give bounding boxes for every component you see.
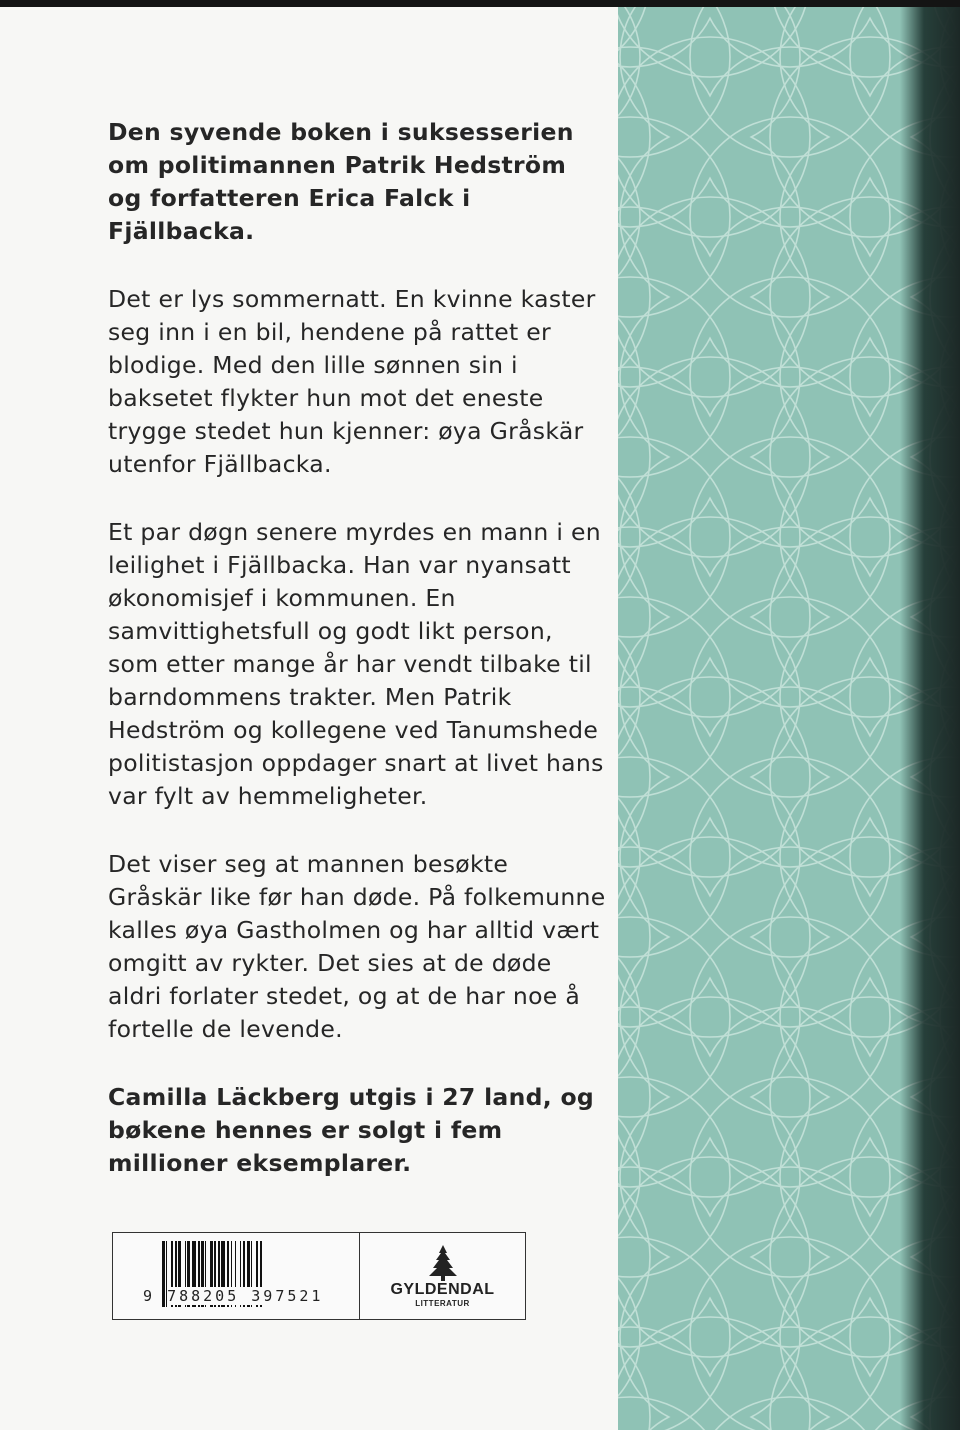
back-cover-text (108, 116, 608, 1215)
paragraph-1: Det er lys sommernatt. En kvinne kaster seg inn i en bil, hendene på rattet er blodige. Med den lille sønnen sin i baksetet flykter hun mot det eneste trygge stedet hun kjenner: øya Gråskär utenfor Fjällbacka. (108, 285, 596, 478)
spine-shadow (900, 7, 960, 1430)
top-edge (0, 0, 960, 7)
barcode-publisher-box (112, 1232, 526, 1320)
isbn-digits: 788205 397521 (167, 1287, 324, 1305)
paragraph-2: Et par døgn senere myrdes en mann i en leilighet i Fjällbacka. Han var nyansatt økonomisjef i kommunen. En samvittighetsfull og godt likt person, som etter mange år har vendt tilbake til barndommens trakter. Men Patrik Hedström og kollegene ved Tanumshede politistasjon oppdager snart at livet hans var fylt av hemmeligheter. (108, 518, 604, 810)
tree-icon (428, 1245, 458, 1281)
barcode (113, 1233, 360, 1319)
intro-paragraph: Den syvende boken i suksesserien om politimannen Patrik Hedström og forfatteren Erica Falck i Fjällbacka. (108, 118, 574, 245)
publisher-name: GYLDENDAL (390, 1280, 495, 1298)
isbn-number (143, 1287, 323, 1305)
publisher-subtitle: LITTERATUR (415, 1298, 470, 1308)
decorative-pattern-panel (618, 7, 960, 1430)
author-paragraph: Camilla Läckberg utgis i 27 land, og bøkene hennes er solgt i fem millioner eksemplarer. (108, 1083, 595, 1177)
paragraph-3: Det viser seg at mannen besøkte Gråskär like før han døde. På folkemunne kalles øya Gastholmen og har alltid vært omgitt av rykter. Det sies at de døde aldri forlater stedet, og at de har noe å fortelle de levende. (108, 850, 606, 1043)
publisher-logo (360, 1233, 525, 1319)
isbn-first-digit: 9 (143, 1287, 156, 1305)
